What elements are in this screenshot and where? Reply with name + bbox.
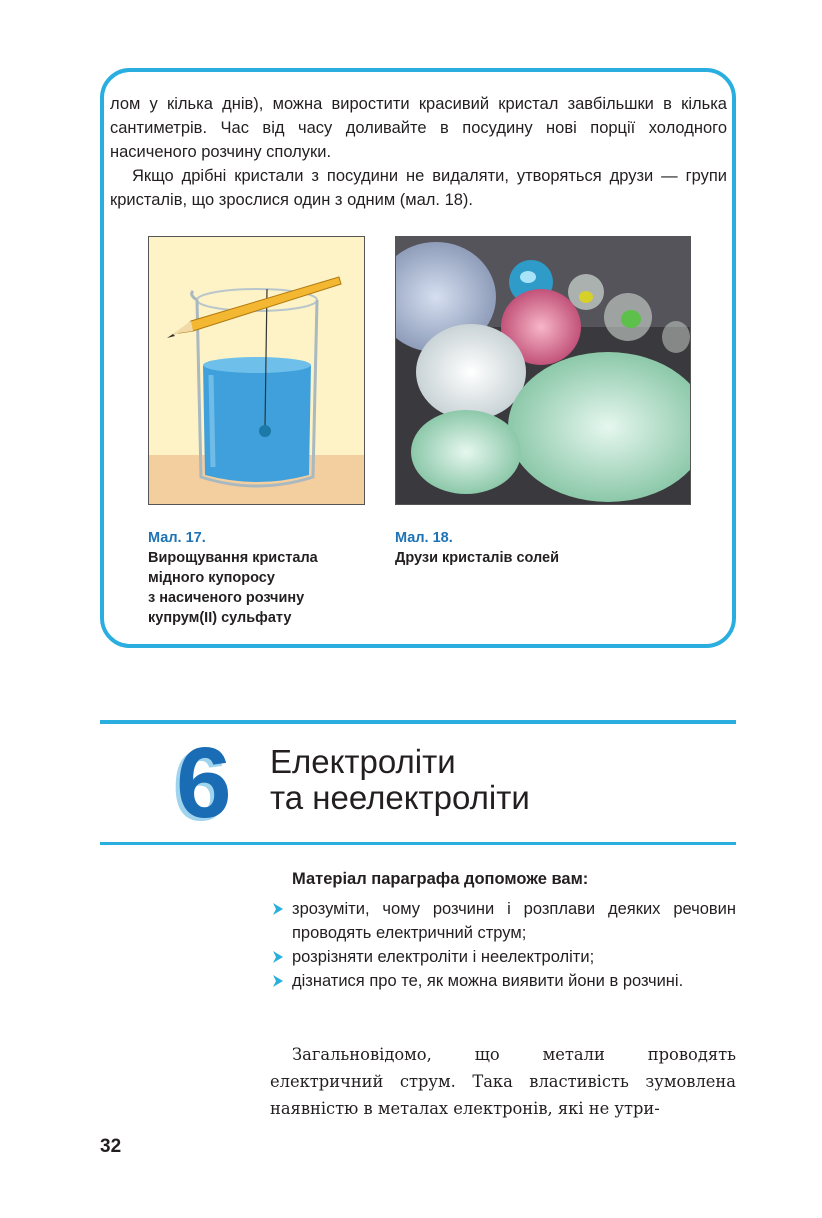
box-text [110,92,727,212]
list-item [270,969,736,993]
figure-17-caption-line: купрум(ІІ) сульфату [148,610,292,626]
section-top-rule [100,720,736,724]
box-paragraph-1: лом у кілька днів), можна виростити красивий кристал завбільшки в кілька сантиметрів. Час від часу доливайте в посудину нові порції холодного насиченого розчину сполуки. [110,95,727,161]
goal-text: зрозуміти, чому розчини і розплави деяких речовин проводять електричний струм; [292,900,736,942]
chevron-right-icon [270,901,286,917]
section-number: 6 [176,727,232,839]
figure-18-caption-text: Друзи кристалів солей [395,550,560,566]
figure-18-image [395,236,691,505]
page-number: 32 [100,1136,122,1157]
figure-18-number: Мал. 18. [395,530,453,546]
section-bottom-rule [100,842,736,845]
section-title [270,744,530,816]
figure-17-caption-line: Вирощування кристала [148,550,318,566]
list-item [270,945,736,969]
goal-text: дізнатися про те, як можна виявити йони в розчині. [292,972,684,990]
figure-17-caption-line: мідного купоросу [148,570,275,586]
body-paragraph: Загальновідомо, що метали проводять електричний струм. Така властивість зумовлена наявністю в металах електронів, які не утри- [270,1045,736,1118]
chevron-right-icon [270,973,286,989]
figure-17-image [148,236,365,505]
list-item [270,897,736,945]
figure-17-number: Мал. 17. [148,530,206,546]
figure-17-caption [148,528,378,628]
box-paragraph-2: Якщо дрібні кристали з посудини не видаляти, утворяться друзи — групи кристалів, що зрослися один з одним (мал. 18). [110,167,727,209]
figure-18-caption [395,528,675,568]
figure-17-caption-line: з насиченого розчину [148,590,305,606]
goals-intro: Матеріал параграфа допоможе вам: [292,870,589,888]
goals-list [270,897,736,993]
section-title-line-2: та неелектроліти [270,779,530,816]
chevron-right-icon [270,949,286,965]
goal-text: розрізняти електроліти і неелектроліти; [292,948,595,966]
section-title-line-1: Електроліти [270,743,456,780]
